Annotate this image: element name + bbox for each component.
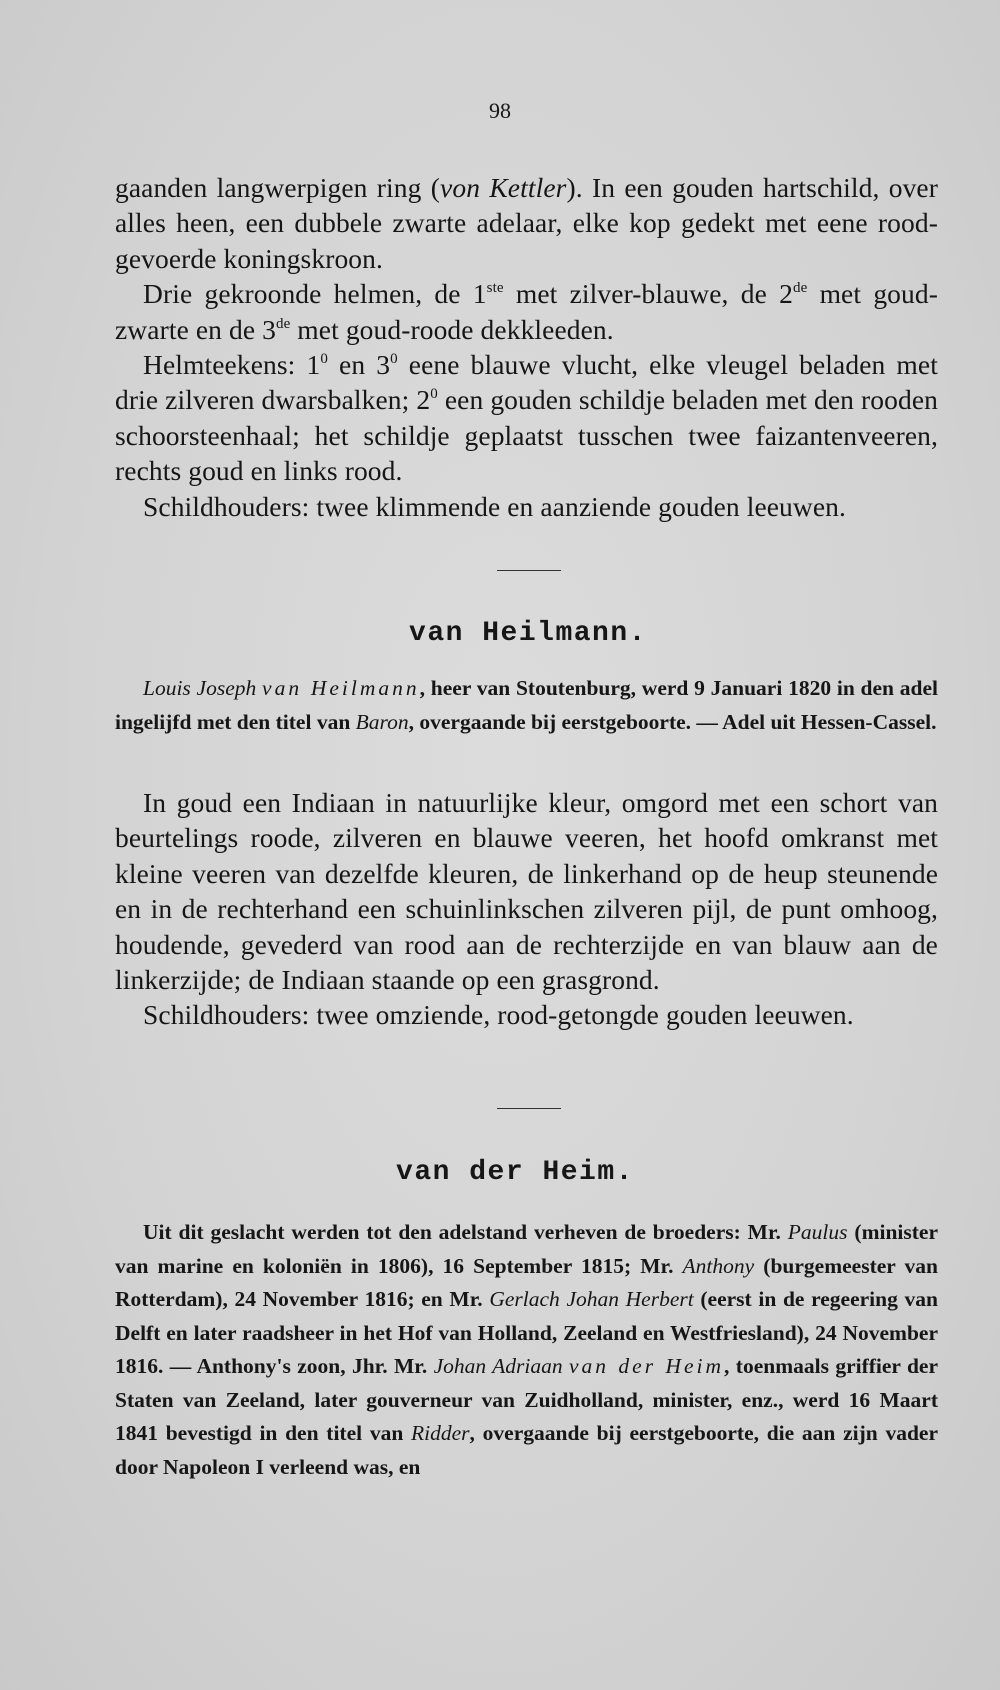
heilmann-arms xyxy=(115,785,938,1033)
text-run: met goud-zwarte en de 3 xyxy=(115,278,938,345)
paragraph-helmets xyxy=(115,276,938,347)
superscript: ste xyxy=(486,280,504,297)
text-run: , overgaande bij eerstgeboorte. — Adel uit Hessen-Cassel. xyxy=(408,709,937,734)
section-continuation xyxy=(115,170,938,524)
heading-van-heilmann: van Heilmann. xyxy=(409,618,647,649)
italic-name: von Kettler xyxy=(440,172,567,203)
page-number: 98 xyxy=(489,98,511,123)
superscript: 0 xyxy=(390,351,398,368)
text-run: eene blauwe vlucht, elke vleugel beladen met drie zilveren dwarsbalken; 2 xyxy=(115,349,938,416)
text-run: met goud-roode dekkleeden. xyxy=(290,313,614,345)
paragraph-heim xyxy=(115,1216,938,1484)
superscript: 0 xyxy=(320,351,328,368)
italic-name: Gerlach Johan Herbert xyxy=(489,1287,694,1311)
text-run: , overgaande bij eerstgeboorte, die aan zijn vader door Napoleon I verleend was, en xyxy=(115,1421,939,1479)
section-divider xyxy=(497,570,561,571)
paragraph-supporters: Schildhouders: twee omziende, rood-getongde gouden leeuwen. xyxy=(143,999,854,1031)
spaced-surname: van der Heim xyxy=(569,1354,725,1378)
paragraph-continuation xyxy=(115,170,938,276)
superscript: 0 xyxy=(430,386,438,403)
text-run: , heer van Stoutenburg, werd 9 Januari 1820 in den adel ingelijfd met den titel van xyxy=(115,676,938,734)
heading-van-der-heim: van der Heim. xyxy=(396,1157,634,1188)
text-run: met zilver-blauwe, de 2 xyxy=(503,278,793,310)
superscript: de xyxy=(792,280,808,297)
text-run: Helmteekens: 1 xyxy=(143,349,321,381)
text-run: , toenmaals griffier der Staten van Zeeland, later gouverneur van Zuidholland, minister, enz., werd 16 Maart 1841 bevestigd in den titel van xyxy=(115,1354,938,1445)
text-run: een gouden schildje beladen met den rooden schoorsteenhaal; het schildje geplaatst tusschen twee faizantenveeren, rechts goud en links rood. xyxy=(115,384,939,487)
italic-name: Paulus xyxy=(787,1220,848,1244)
text-run: (burgemeester van Rotterdam), 24 November 1816; en Mr. xyxy=(115,1253,938,1311)
text-run: (eerst in de regeering van Delft en later raadsheer in het Hof van Holland, Zeeland en Westfriesland), 24 November 1816. — Anthony's zoon, Jhr. Mr. xyxy=(115,1287,938,1378)
text-run: Drie gekroonde helmen, de 1 xyxy=(143,278,487,310)
italic-title: Ridder xyxy=(411,1421,470,1445)
italic-title: Baron xyxy=(355,709,409,734)
text-run: Uit dit geslacht werden tot den adelstand verheven de broeders: Mr. xyxy=(143,1220,788,1244)
paragraph-supporters: Schildhouders: twee klimmende en aanziende gouden leeuwen. xyxy=(143,490,846,522)
italic-name: Anthony xyxy=(682,1253,755,1278)
text-run: en 3 xyxy=(327,349,391,381)
text-run: ). In een gouden hartschild, over alles heen, een dubbele zwarte adelaar, elke kop gedekt met eene rood-gevoerde koningskroon. xyxy=(115,172,938,274)
paragraph-blazon: In goud een Indiaan in natuurlijke kleur, omgord met een schort van beurtelings roode, zilveren en blauwe veeren, het hoofd omkranst met kleine veeren van dezelfde kleuren, de linkerhand op de heup steunende en in de rechterhand een schuinlinkschen zilveren pijl, de punt omhoog, houdende, gevederd van rood aan de rechterzijde en van blauw aan de linkerzijde; de Indiaan staande op een grasgrond. xyxy=(115,787,938,996)
italic-name: Louis Joseph xyxy=(143,676,257,700)
heilmann-intro xyxy=(115,672,938,739)
spaced-surname: van Heilmann xyxy=(262,676,420,700)
heim-text xyxy=(115,1216,938,1484)
text-run: gaanden langwerpigen ring ( xyxy=(115,172,441,203)
paragraph-intro xyxy=(115,672,938,739)
superscript: de xyxy=(275,315,291,332)
section-divider xyxy=(497,1108,561,1109)
paragraph-crests xyxy=(115,347,938,489)
text-run: (minister van marine en koloniën in 1806), 16 September 1815; Mr. xyxy=(115,1220,938,1278)
italic-name: Johan Adriaan xyxy=(433,1354,563,1378)
